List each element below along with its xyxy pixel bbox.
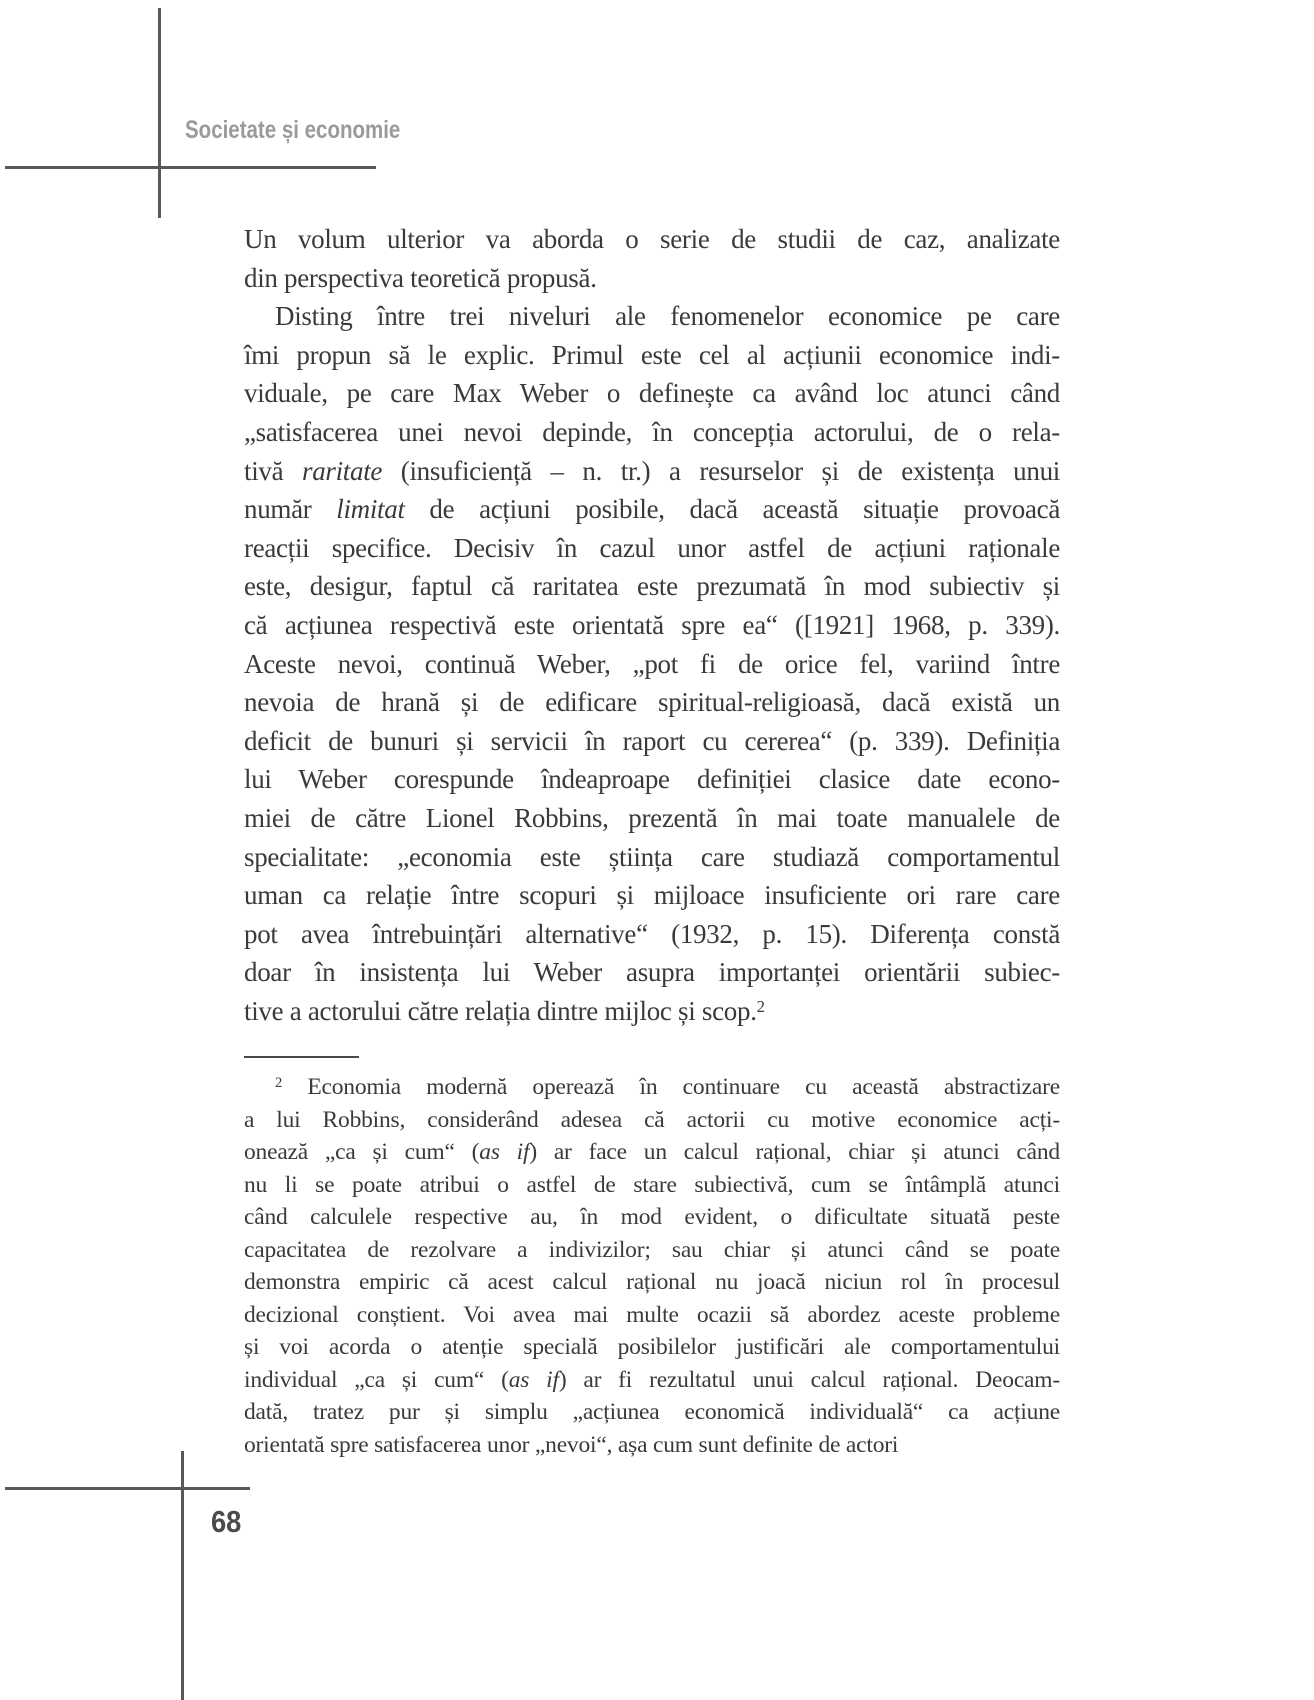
text-segment: decizional conștient. Voi avea mai multe ocazii să abordez aceste probleme [244, 1301, 1060, 1328]
body-text-line [244, 490, 1060, 529]
text-segment: specialitate: „economia este știința care studiază comportamentul [244, 841, 1060, 872]
text-segment: reacții specifice. Decisiv în cazul unor astfel de acțiuni raționale [244, 532, 1060, 563]
body-text-line [244, 374, 1060, 413]
body-text-line [244, 722, 1060, 761]
crop-mark-vertical-top [158, 8, 161, 218]
body-text-line [244, 452, 1060, 491]
footnote-text-line [244, 1201, 1060, 1234]
text-segment: (insuficiență – n. tr.) a resurselor și de existența unui [382, 455, 1060, 486]
crop-mark-horizontal-bottom [5, 1487, 250, 1490]
footnote-text-line [244, 1266, 1060, 1299]
text-segment: demonstra empiric că acest calcul rațional nu joacă niciun rol în procesul [244, 1269, 1060, 1295]
crop-mark-horizontal-top [5, 166, 376, 169]
text-segment: onează „ca și cum“ ( [244, 1139, 480, 1165]
text-segment: tivă [244, 455, 302, 486]
text-segment: miei de către Lionel Robbins, prezentă în mai toate manualele de [244, 802, 1060, 833]
footnote-text-line [244, 1299, 1060, 1332]
footnote-text-line [244, 1071, 1060, 1104]
footnote-text-line [244, 1429, 1060, 1462]
text-segment: lui Weber corespunde îndeaproape definiției clasice date econo- [244, 764, 1060, 795]
text-segment: tive a actorului către relația dintre mijloc și scop. [244, 995, 757, 1026]
text-segment: a lui Robbins, considerând adesea că actorii cu motive economice acți- [244, 1106, 1060, 1133]
footnote-separator-rule [244, 1056, 359, 1058]
text-segment: nevoia de hrană și de edificare spiritual-religioasă, dacă există un [244, 687, 1060, 718]
body-text-line [244, 760, 1060, 799]
text-segment: ) ar face un calcul rațional, chiar și atunci când [529, 1139, 1060, 1165]
footnote-text-line [244, 1364, 1060, 1397]
body-text-line [244, 915, 1060, 954]
body-text-line [244, 953, 1060, 992]
text-segment: și voi acorda o atenție specială posibilelor justificări ale comportamentului [244, 1334, 1060, 1360]
body-text-line [244, 529, 1060, 568]
italic-text: limitat [336, 494, 405, 525]
text-segment: nu li se poate atribui o astfel de stare subiectivă, cum se întâmplă atunci [244, 1171, 1060, 1198]
page-number: 68 [211, 1504, 242, 1539]
text-segment: număr [244, 494, 337, 525]
text-segment: orientată spre satisfacerea unor „nevoi“, așa cum sunt definite de actori [244, 1431, 899, 1458]
body-text-line [244, 645, 1060, 684]
text-segment: „satisfacerea unei nevoi depinde, în concepția actorului, de o rela- [244, 416, 1060, 447]
body-text-line [244, 413, 1060, 452]
body-text-line [244, 297, 1060, 336]
body-text-line [244, 220, 1060, 259]
text-segment: pot avea întrebuințări alternative“ (1932, p. 15). Diferența constă [244, 918, 1060, 949]
text-segment: din perspectiva teoretică propusă. [244, 262, 597, 293]
body-text-line [244, 336, 1060, 375]
italic-text: as if [508, 1366, 559, 1393]
footnote-text-line [244, 1331, 1060, 1364]
footnote-text-line [244, 1104, 1060, 1137]
text-segment: capacitatea de rezolvare a indivizilor; sau chiar și atunci când se poate [244, 1236, 1060, 1263]
text-segment: Un volum ulterior va aborda o serie de studii de caz, analizate [244, 224, 1060, 254]
body-text-line [244, 259, 1060, 298]
body-text-line [244, 876, 1060, 915]
running-header: Societate și economie [185, 116, 401, 144]
footnote-block [244, 1071, 1060, 1461]
footnote-text-line [244, 1169, 1060, 1202]
body-text-line [244, 838, 1060, 877]
text-segment: doar în insistența lui Weber asupra importanței orientării subiec- [244, 957, 1060, 988]
body-text-line [244, 567, 1060, 606]
text-segment: de acțiuni posibile, dacă această situație provoacă [404, 494, 1060, 525]
text-segment: îmi propun să le explic. Primul este cel al acțiunii economice indi- [244, 339, 1060, 370]
text-segment: individual „ca și cum“ ( [244, 1366, 509, 1393]
text-segment: ) ar fi rezultatul unui calcul rațional. Deocam- [558, 1366, 1060, 1393]
main-text-block [244, 220, 1060, 1030]
text-segment: Economia modernă operează în continuare cu această abstractizare [282, 1074, 1060, 1100]
text-segment: când calculele respective au, în mod evident, o dificultate situată peste [244, 1204, 1060, 1230]
body-text-line [244, 992, 1060, 1031]
footnote-text-line [244, 1136, 1060, 1169]
footnote-reference: 2 [756, 997, 765, 1017]
body-text-line [244, 606, 1060, 645]
footnote-text-line [244, 1234, 1060, 1267]
text-segment: viduale, pe care Max Weber o definește ca având loc atunci când [244, 378, 1060, 409]
text-segment: Aceste nevoi, continuă Weber, „pot fi de orice fel, variind între [244, 648, 1060, 679]
body-text-line [244, 683, 1060, 722]
footnote-text-line [244, 1396, 1060, 1429]
text-segment: Disting între trei niveluri ale fenomenelor economice pe care [275, 301, 1060, 332]
italic-text: raritate [301, 455, 383, 486]
body-text-line [244, 799, 1060, 838]
text-segment: deficit de bunuri și servicii în raport cu cererea“ (p. 339). Definiția [244, 725, 1060, 756]
text-segment: uman ca relație între scopuri și mijloace insuficiente ori rare care [244, 880, 1060, 911]
footnote-reference: 2 [275, 1075, 283, 1092]
text-segment: dată, tratez pur și simplu „acțiunea economică individuală“ ca acțiune [244, 1399, 1060, 1425]
text-segment: că acțiunea respectivă este orientată spre ea“ ([1921] 1968, p. 339). [244, 609, 1060, 640]
italic-text: as if [479, 1139, 530, 1165]
text-segment: este, desigur, faptul că raritatea este prezumată în mod subiectiv și [244, 571, 1060, 602]
